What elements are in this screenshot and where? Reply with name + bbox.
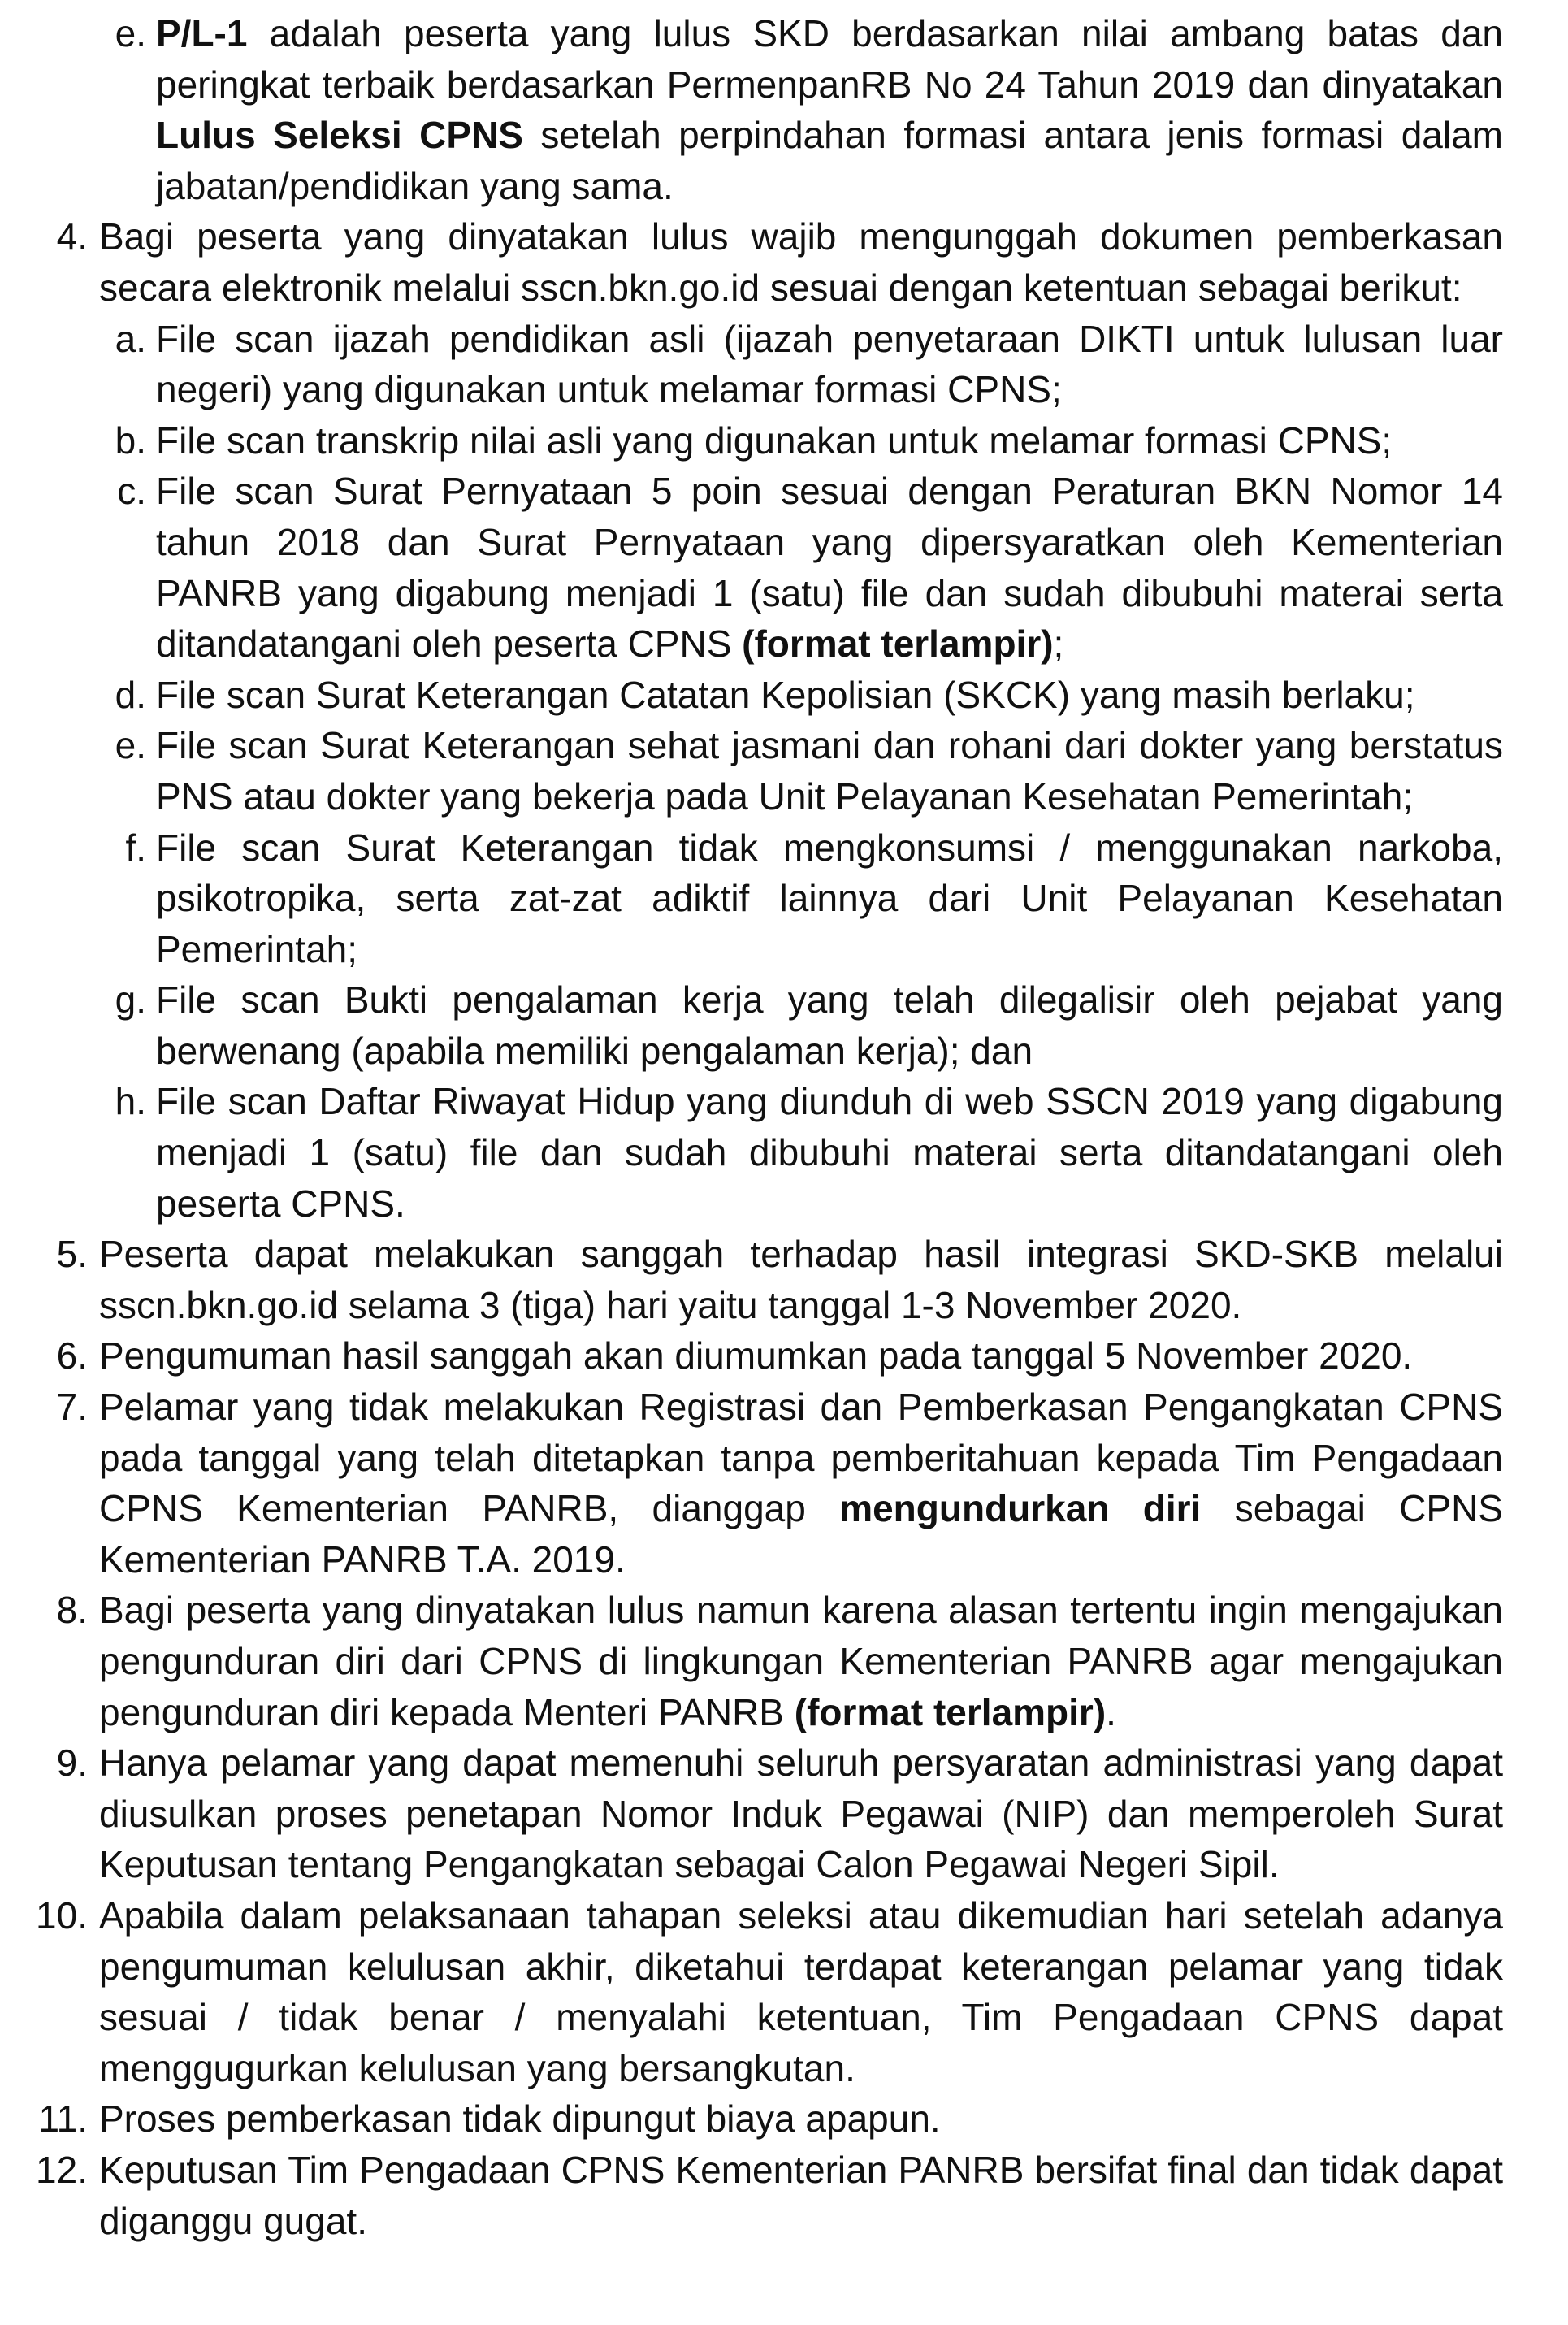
list-item-4g [32, 974, 1503, 1076]
list-item-4f [32, 822, 1503, 975]
list-item-text [156, 466, 1503, 669]
list-marker: c. [117, 470, 146, 513]
list-item-4h [32, 1076, 1503, 1229]
list-item-e-pl1 [32, 8, 1503, 211]
list-marker: d. [115, 673, 146, 716]
list-item-text [99, 1585, 1503, 1737]
list-marker: 4. [56, 215, 88, 258]
list-marker: 7. [56, 1386, 88, 1429]
list-marker: b. [115, 419, 146, 462]
list-item-text: File scan Bukti pengalaman kerja yang telah dilegalisir oleh pejabat yang berwenang (apabila memiliki pengalaman kerja); dan [156, 978, 1503, 1072]
list-item-text: File scan Surat Keterangan tidak mengkonsumsi / menggunakan narkoba, psikotropika, serta zat-zat adiktif lainnya dari Unit Pelayanan Kesehatan Pemerintah; [156, 826, 1503, 970]
list-item-11 [32, 2093, 1503, 2145]
list-marker: 6. [56, 1334, 88, 1377]
text-run: adalah peserta yang lulus SKD berdasarkan nilai ambang batas dan peringkat terbaik berdasarkan PermenpanRB No 24 Tahun 2019 dan dinyatakan [156, 12, 1503, 106]
list-item-text [156, 8, 1503, 211]
list-item-text: File scan transkrip nilai asli yang digunakan untuk melamar formasi CPNS; [156, 419, 1393, 462]
list-marker: 11. [38, 2097, 88, 2141]
list-item-text: File scan Daftar Riwayat Hidup yang diunduh di web SSCN 2019 yang digabung menjadi 1 (satu) file dan sudah dibubuhi materai serta ditandatangani oleh peserta CPNS. [156, 1080, 1503, 1225]
list-item-4b [32, 415, 1503, 466]
list-item-text: Peserta dapat melakukan sanggah terhadap hasil integrasi SKD-SKB melalui sscn.bkn.go.id selama 3 (tiga) hari yaitu tanggal 1-3 November 2020. [99, 1233, 1503, 1326]
list-item-text: Keputusan Tim Pengadaan CPNS Kementerian PANRB bersifat final dan tidak dapat diganggu gugat. [99, 2148, 1503, 2242]
bold-term: (format terlampir) [742, 622, 1054, 666]
list-marker: 8. [56, 1589, 88, 1632]
list-item-4 [32, 211, 1503, 313]
list-item-text [99, 1382, 1503, 1585]
list-item-text: Pengumuman hasil sanggah akan diumumkan pada tanggal 5 November 2020. [99, 1334, 1413, 1377]
list-item-4c [32, 466, 1503, 669]
list-marker: h. [115, 1080, 146, 1123]
list-item-text: File scan ijazah pendidikan asli (ijazah penyetaraan DIKTI untuk lulusan luar negeri) yang digunakan untuk melamar formasi CPNS; [156, 317, 1503, 411]
list-item-9 [32, 1737, 1503, 1890]
bold-term: mengundurkan diri [839, 1487, 1202, 1530]
list-item-6 [32, 1330, 1503, 1382]
list-item-text: Bagi peserta yang dinyatakan lulus wajib mengunggah dokumen pemberkasan secara elektronik melalui sscn.bkn.go.id sesuai dengan ketentuan sebagai berikut: [99, 215, 1503, 309]
list-item-7 [32, 1382, 1503, 1585]
list-item-4d [32, 670, 1503, 721]
text-run: sebagai CPNS Kementerian PANRB T.A. 2019. [99, 1487, 1503, 1581]
text-run: ; [1053, 622, 1064, 666]
text-run: Pelamar yang tidak melakukan Registrasi dan Pemberkasan Pengangkatan CPNS pada tanggal yang telah ditetapkan tanpa pemberitahuan kepada Tim Pengadaan CPNS Kementerian PANRB, dianggap [99, 1386, 1503, 1530]
list-item-text: Proses pemberkasan tidak dipungut biaya apapun. [99, 2097, 941, 2141]
list-item-8 [32, 1585, 1503, 1737]
bold-term: (format terlampir) [794, 1690, 1107, 1733]
list-marker: f. [125, 826, 146, 869]
list-marker: 10. [36, 1893, 88, 1937]
text-run: Bagi peserta yang dinyatakan lulus namun karena alasan tertentu ingin mengajukan pengunduran diri dari CPNS di lingkungan Kementerian PANRB agar mengajukan pengunduran diri kepada Menteri PANRB [99, 1589, 1503, 1733]
text-run: . [1106, 1690, 1116, 1733]
text-run: File scan Surat Pernyataan 5 poin sesuai dengan Peraturan BKN Nomor 14 tahun 2018 dan Surat Pernyataan yang dipersyaratkan oleh Kementerian PANRB yang digabung menjadi 1 (satu) file dan sudah dibubuhi materai serta ditandatangani oleh peserta CPNS [156, 470, 1503, 666]
bold-term: P/L-1 [156, 12, 248, 54]
list-item-text: File scan Surat Keterangan Catatan Kepolisian (SKCK) yang masih berlaku; [156, 673, 1415, 716]
bold-term: Lulus Seleksi CPNS [156, 114, 523, 157]
list-marker: a. [115, 317, 146, 360]
list-marker: e. [115, 12, 146, 54]
list-marker: 5. [56, 1233, 88, 1276]
list-marker: 9. [56, 1742, 88, 1785]
announcement-list [32, 8, 1503, 2246]
list-item-4e [32, 720, 1503, 822]
list-item-text: File scan Surat Keterangan sehat jasmani dan rohani dari dokter yang berstatus PNS atau dokter yang bekerja pada Unit Pelayanan Kesehatan Pemerintah; [156, 724, 1503, 818]
list-marker: 12. [36, 2148, 88, 2191]
list-marker: g. [115, 978, 146, 1022]
list-item-5 [32, 1229, 1503, 1330]
list-marker: e. [115, 724, 146, 767]
list-item-text: Hanya pelamar yang dapat memenuhi seluruh persyaratan administrasi yang dapat diusulkan proses penetapan Nomor Induk Pegawai (NIP) dan memperoleh Surat Keputusan tentang Pengangkatan sebagai Calon Pegawai Negeri Sipil. [99, 1742, 1503, 1886]
list-item-4a [32, 314, 1503, 415]
text-run: setelah perpindahan formasi antara jenis formasi dalam jabatan/pendidikan yang sama. [156, 114, 1503, 207]
list-item-text: Apabila dalam pelaksanaan tahapan seleksi atau dikemudian hari setelah adanya pengumuman kelulusan akhir, diketahui terdapat keterangan pelamar yang tidak sesuai / tidak benar / menyalahi ketentuan, Tim Pengadaan CPNS dapat menggugurkan kelulusan yang bersangkutan. [99, 1893, 1503, 2089]
list-item-12 [32, 2145, 1503, 2246]
list-item-10 [32, 1890, 1503, 2093]
